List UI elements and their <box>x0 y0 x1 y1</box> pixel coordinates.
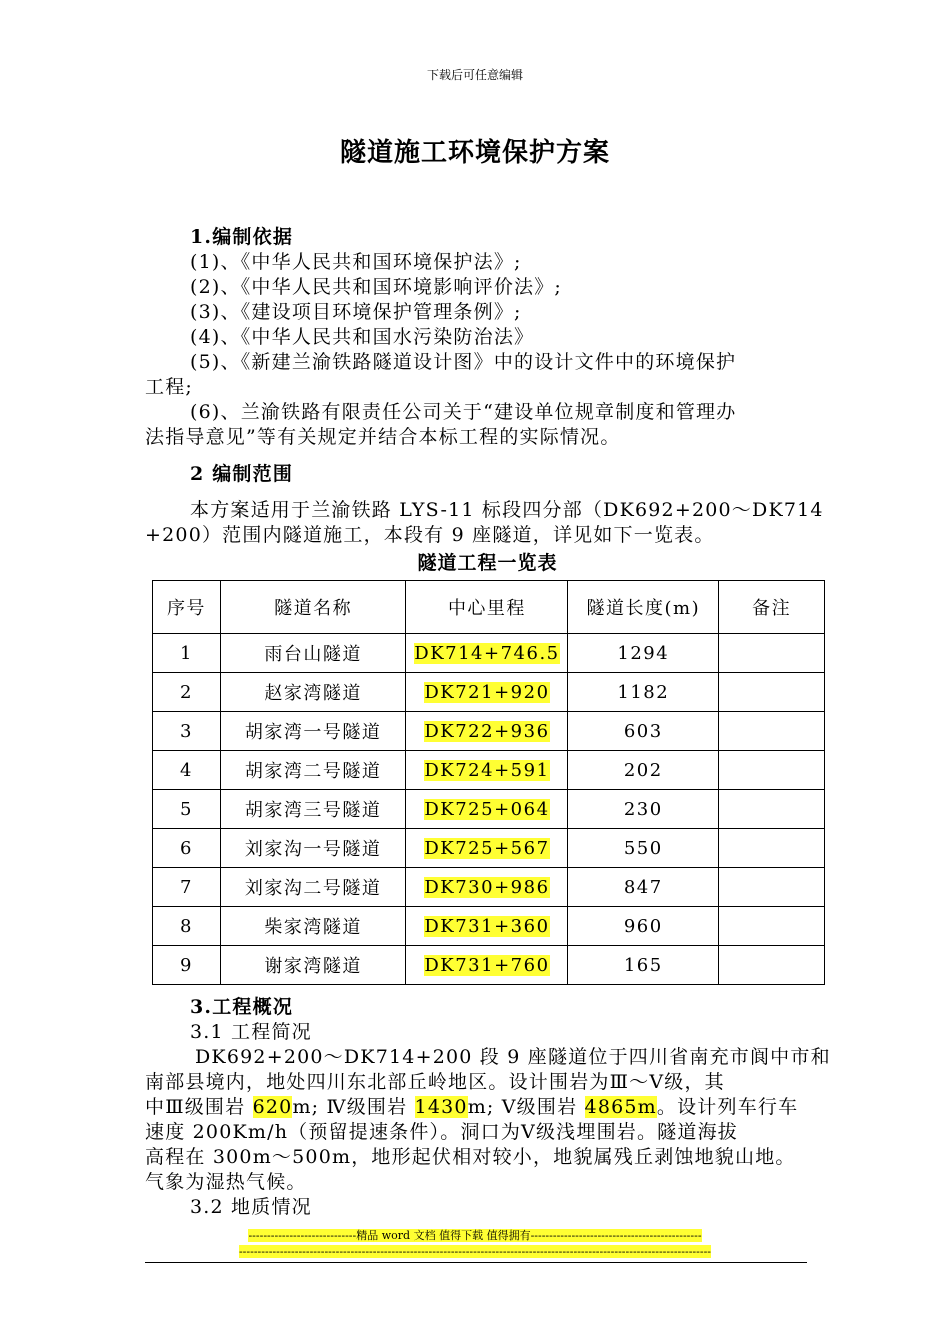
cell-tunnel-name: 胡家湾二号隧道 <box>220 751 406 790</box>
cell-mileage <box>406 790 568 829</box>
overview-paragraph: 南部县境内，地处四川东北部丘岭地区。设计围岩为Ⅲ～Ⅴ级，其 <box>145 1071 725 1093</box>
basis-item: (4)、《中华人民共和国水污染防治法》 <box>190 326 535 348</box>
cell-tunnel-name: 雨台山隧道 <box>220 634 406 673</box>
cell-length: 230 <box>568 790 719 829</box>
subsection-3-2: 3.2 地质情况 <box>190 1196 312 1218</box>
cell-index: 1 <box>153 634 221 673</box>
cell-length: 1182 <box>568 673 719 712</box>
cell-length: 603 <box>568 712 719 751</box>
basis-item: (5)、《新建兰渝铁路隧道设计图》中的设计文件中的环境保护 <box>190 351 737 373</box>
section-3-heading: 3.工程概况 <box>190 996 294 1018</box>
subsection-3-1: 3.1 工程简况 <box>190 1021 312 1043</box>
cell-length: 847 <box>568 868 719 907</box>
cell-index: 5 <box>153 790 221 829</box>
section-1-heading: 1.编制依据 <box>190 226 294 248</box>
table-row <box>153 751 825 790</box>
cell-index: 7 <box>153 868 221 907</box>
scope-paragraph-continued: +200）范围内隧道施工，本段有 9 座隧道，详见如下一览表。 <box>145 524 715 546</box>
header-note: 下载后可任意编辑 <box>426 68 523 82</box>
cell-tunnel-name: 胡家湾三号隧道 <box>220 790 406 829</box>
table-header-row <box>153 581 825 634</box>
highlighted-mileage: DK714+746.5 <box>414 642 560 664</box>
cell-mileage <box>406 946 568 985</box>
basis-item: (1)、《中华人民共和国环境保护法》; <box>190 251 522 273</box>
cell-index: 3 <box>153 712 221 751</box>
cell-tunnel-name: 胡家湾一号隧道 <box>220 712 406 751</box>
cell-index: 8 <box>153 907 221 946</box>
table-row <box>153 868 825 907</box>
cell-remarks <box>719 634 825 673</box>
highlighted-mileage: DK721+920 <box>424 681 550 703</box>
cell-index: 9 <box>153 946 221 985</box>
table-row <box>153 790 825 829</box>
cell-mileage <box>406 868 568 907</box>
table-row <box>153 673 825 712</box>
cell-remarks <box>719 829 825 868</box>
cell-remarks <box>719 868 825 907</box>
table-row <box>153 946 825 985</box>
highlighted-value: 620 <box>252 1096 293 1118</box>
highlighted-mileage: DK722+936 <box>424 720 550 742</box>
footer-banner-text: -----------------------------精品 word 文档 值得下载 值得拥有---------------------------------------------- <box>248 1229 702 1242</box>
cell-length: 550 <box>568 829 719 868</box>
section-2-heading: 2 编制范围 <box>190 463 294 485</box>
tunnel-table-body <box>153 634 825 985</box>
col-header-index: 序号 <box>153 581 221 634</box>
highlighted-value: 4865m <box>584 1096 657 1118</box>
cell-length: 960 <box>568 907 719 946</box>
footer-dashes-text: ------------------------------------------------------------------------------------------------------------------------------- <box>238 1245 712 1258</box>
basis-item: (3)、《建设项目环境保护管理条例》; <box>190 301 522 323</box>
col-header-name: 隧道名称 <box>220 581 406 634</box>
col-header-length: 隧道长度(m) <box>568 581 719 634</box>
document-title: 隧道施工环境保护方案 <box>339 138 610 168</box>
tunnel-table <box>152 580 825 985</box>
cell-remarks <box>719 712 825 751</box>
text-span: m; Ⅴ级围岩 <box>467 1096 585 1118</box>
highlighted-mileage: DK725+064 <box>424 798 550 820</box>
cell-mileage <box>406 634 568 673</box>
table-row <box>153 712 825 751</box>
cell-remarks <box>719 946 825 985</box>
footer-rule <box>145 1262 807 1263</box>
cell-tunnel-name: 赵家湾隧道 <box>220 673 406 712</box>
basis-item-continued: 法指导意见”等有关规定并结合本标工程的实际情况。 <box>145 426 621 448</box>
cell-length: 1294 <box>568 634 719 673</box>
table-row <box>153 634 825 673</box>
highlighted-mileage: DK725+567 <box>424 837 550 859</box>
basis-item: (2)、《中华人民共和国环境影响评价法》; <box>190 276 563 298</box>
overview-paragraph: 速度 200Km/h（预留提速条件）。洞口为Ⅴ级浅埋围岩。隧道海拔 <box>145 1121 738 1143</box>
basis-item: (6)、兰渝铁路有限责任公司关于“建设单位规章制度和管理办 <box>190 401 737 423</box>
highlighted-mileage: DK724+591 <box>424 759 550 781</box>
overview-paragraph: 气象为湿热气候。 <box>145 1171 307 1193</box>
cell-mileage <box>406 751 568 790</box>
text-span: 。设计列车行车 <box>656 1096 799 1118</box>
cell-tunnel-name: 谢家湾隧道 <box>220 946 406 985</box>
cell-mileage <box>406 712 568 751</box>
cell-index: 4 <box>153 751 221 790</box>
cell-remarks <box>719 751 825 790</box>
cell-tunnel-name: 刘家沟一号隧道 <box>220 829 406 868</box>
basis-item-continued: 工程; <box>145 376 194 398</box>
cell-mileage <box>406 673 568 712</box>
highlighted-value: 1430 <box>414 1096 468 1118</box>
highlighted-mileage: DK731+760 <box>424 954 550 976</box>
footer-dashes <box>0 1245 950 1259</box>
scope-paragraph: 本方案适用于兰渝铁路 LYS-11 标段四分部（DK692+200～DK714 <box>190 499 824 521</box>
highlighted-mileage: DK731+360 <box>424 915 550 937</box>
text-span: m; Ⅳ级围岩 <box>292 1096 415 1118</box>
footer-banner <box>0 1229 950 1243</box>
overview-paragraph: 高程在 300m～500m，地形起伏相对较小，地貌属残丘剥蚀地貌山地。 <box>145 1146 796 1168</box>
cell-index: 2 <box>153 673 221 712</box>
cell-length: 165 <box>568 946 719 985</box>
col-header-mileage: 中心里程 <box>406 581 568 634</box>
cell-length: 202 <box>568 751 719 790</box>
col-header-remarks: 备注 <box>719 581 825 634</box>
cell-index: 6 <box>153 829 221 868</box>
overview-paragraph <box>145 1095 815 1120</box>
cell-mileage <box>406 907 568 946</box>
cell-remarks <box>719 907 825 946</box>
cell-tunnel-name: 柴家湾隧道 <box>220 907 406 946</box>
cell-tunnel-name: 刘家沟二号隧道 <box>220 868 406 907</box>
table-row <box>153 829 825 868</box>
cell-remarks <box>719 790 825 829</box>
table-row <box>153 907 825 946</box>
overview-paragraph: DK692+200～DK714+200 段 9 座隧道位于四川省南充市阆中市和 <box>195 1046 831 1068</box>
cell-remarks <box>719 673 825 712</box>
cell-mileage <box>406 829 568 868</box>
highlighted-mileage: DK730+986 <box>424 876 550 898</box>
table-caption: 隧道工程一览表 <box>417 552 558 574</box>
text-span: 中Ⅲ级围岩 <box>145 1096 253 1118</box>
